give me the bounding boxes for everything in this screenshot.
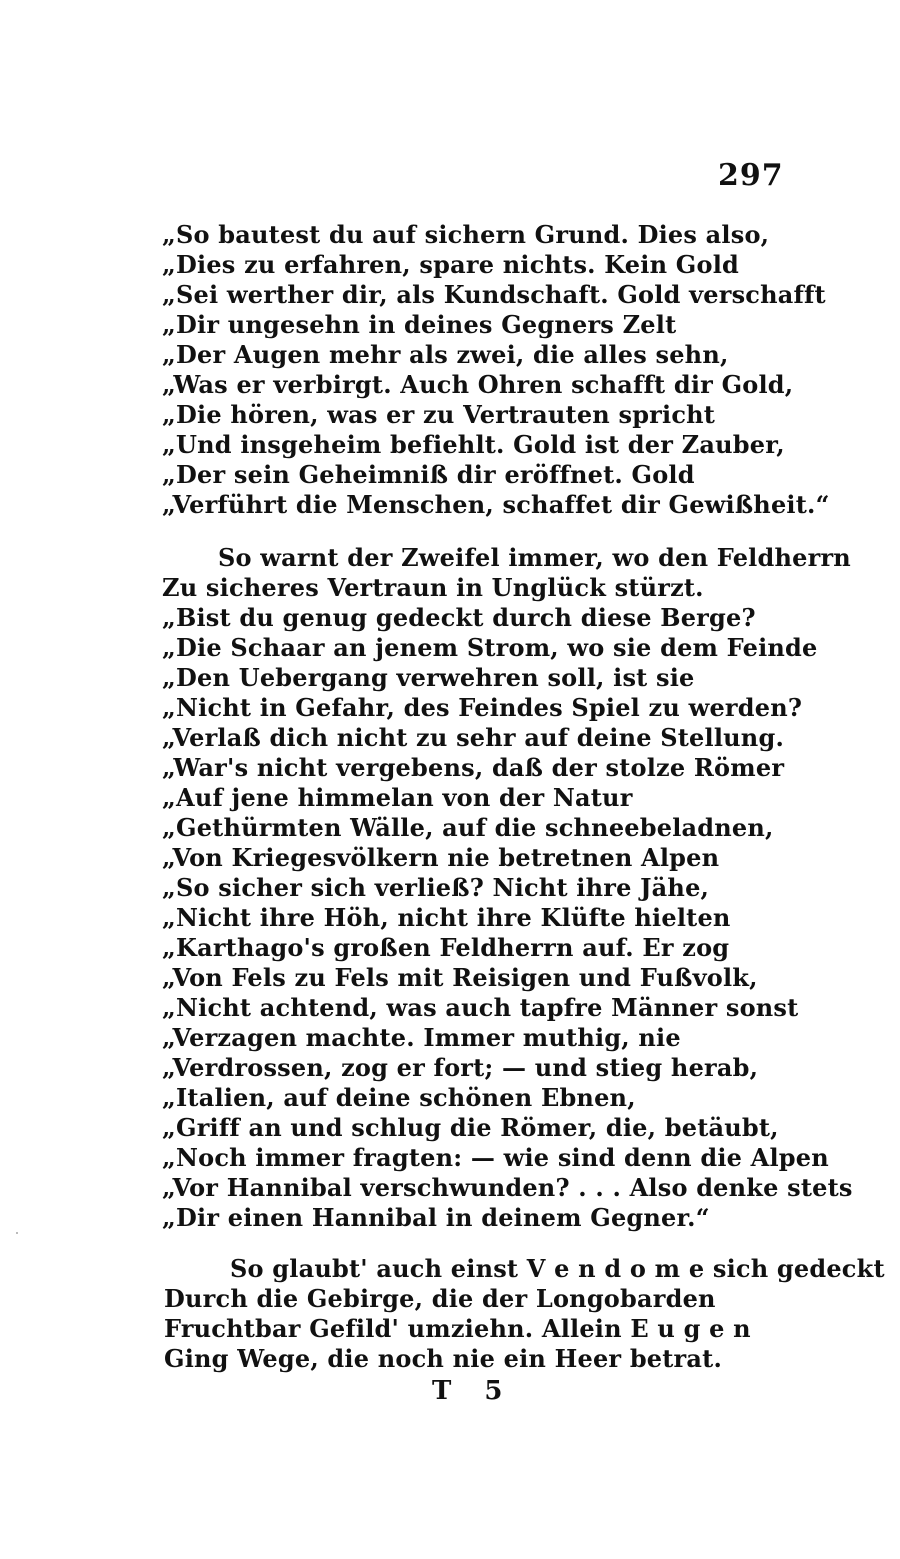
verse-line: „War's nicht vergebens, daß der stolze Römer (162, 753, 785, 782)
verse-line: „Karthago's großen Feldherrn auf. Er zog (162, 933, 730, 962)
verse-line: So warnt der Zweifel immer, wo den Feldherrn (218, 543, 851, 572)
verse-line: „Die hören, was er zu Vertrauten spricht (162, 400, 716, 429)
verse-line: „Der Augen mehr als zwei, die alles sehn, (162, 340, 729, 369)
verse-line: „Dir einen Hannibal in deinem Gegner.“ (162, 1203, 710, 1232)
verse-line: „Italien, auf deine schönen Ebnen, (162, 1083, 636, 1112)
verse-line: „Was er verbirgt. Auch Ohren schafft dir Gold, (162, 370, 794, 399)
verse-line: „Bist du genug gedeckt durch diese Berge? (162, 603, 756, 632)
verse-line: „Verlaß dich nicht zu sehr auf deine Stellung. (162, 723, 784, 752)
verse-line: „Vor Hannibal verschwunden? . . . Also denke stets (162, 1173, 853, 1202)
verse-line: „Auf jene himmelan von der Natur (162, 783, 633, 812)
verse-line: „Dies zu erfahren, spare nichts. Kein Gold (162, 250, 739, 279)
verse-line: „Der sein Geheimniß dir eröffnet. Gold (162, 460, 695, 489)
stanza-hannibal (0, 543, 900, 1233)
verse-line: „So sicher sich verließ? Nicht ihre Jähe, (162, 873, 710, 902)
verse-line: „Den Uebergang verwehren soll, ist sie (162, 663, 695, 692)
stanza-gold-counsel (0, 220, 900, 520)
verse-line: „Von Kriegesvölkern nie betretnen Alpen (162, 843, 720, 872)
verse-line: „Die Schaar an jenem Strom, wo sie dem Feinde (162, 633, 818, 662)
margin-speck (16, 1232, 18, 1234)
verse-line: „Nicht achtend, was auch tapfre Männer sonst (162, 993, 799, 1022)
verse-line: „Sei werther dir, als Kundschaft. Gold verschafft (162, 280, 826, 309)
verse-line: „Gethürmten Wälle, auf die schneebeladnen, (162, 813, 774, 842)
verse-line: Ging Wege, die noch nie ein Heer betrat. (164, 1344, 722, 1373)
printer-signature-mark: T 5 (432, 1376, 515, 1406)
verse-line: So glaubt' auch einst V e n d o m e sich gedeckt (230, 1254, 885, 1283)
verse-line: „Verzagen machte. Immer muthig, nie (162, 1023, 681, 1052)
verse-line: „Noch immer fragten: — wie sind denn die Alpen (162, 1143, 829, 1172)
verse-line: „Dir ungesehn in deines Gegners Zelt (162, 310, 677, 339)
verse-line: „Nicht ihre Höh, nicht ihre Klüfte hielten (162, 903, 731, 932)
verse-line: „Verführt die Menschen, schaffet dir Gewißheit.“ (162, 490, 830, 519)
verse-line: Durch die Gebirge, die der Longobarden (164, 1284, 716, 1313)
verse-line: „Von Fels zu Fels mit Reisigen und Fußvolk, (162, 963, 758, 992)
verse-line: Zu sicheres Vertraun in Unglück stürzt. (162, 573, 704, 602)
verse-line: Fruchtbar Gefild' umziehn. Allein E u g e n (164, 1314, 751, 1343)
stanza-vendome (0, 1254, 900, 1374)
verse-line: „So bautest du auf sichern Grund. Dies also, (162, 220, 770, 249)
verse-line: „Und insgeheim befiehlt. Gold ist der Zauber, (162, 430, 785, 459)
verse-line: „Verdrossen, zog er fort; — und stieg herab, (162, 1053, 759, 1082)
verse-line: „Nicht in Gefahr, des Feindes Spiel zu werden? (162, 693, 803, 722)
verse-line: „Griff an und schlug die Römer, die, betäubt, (162, 1113, 779, 1142)
page-number: 297 (718, 158, 784, 193)
